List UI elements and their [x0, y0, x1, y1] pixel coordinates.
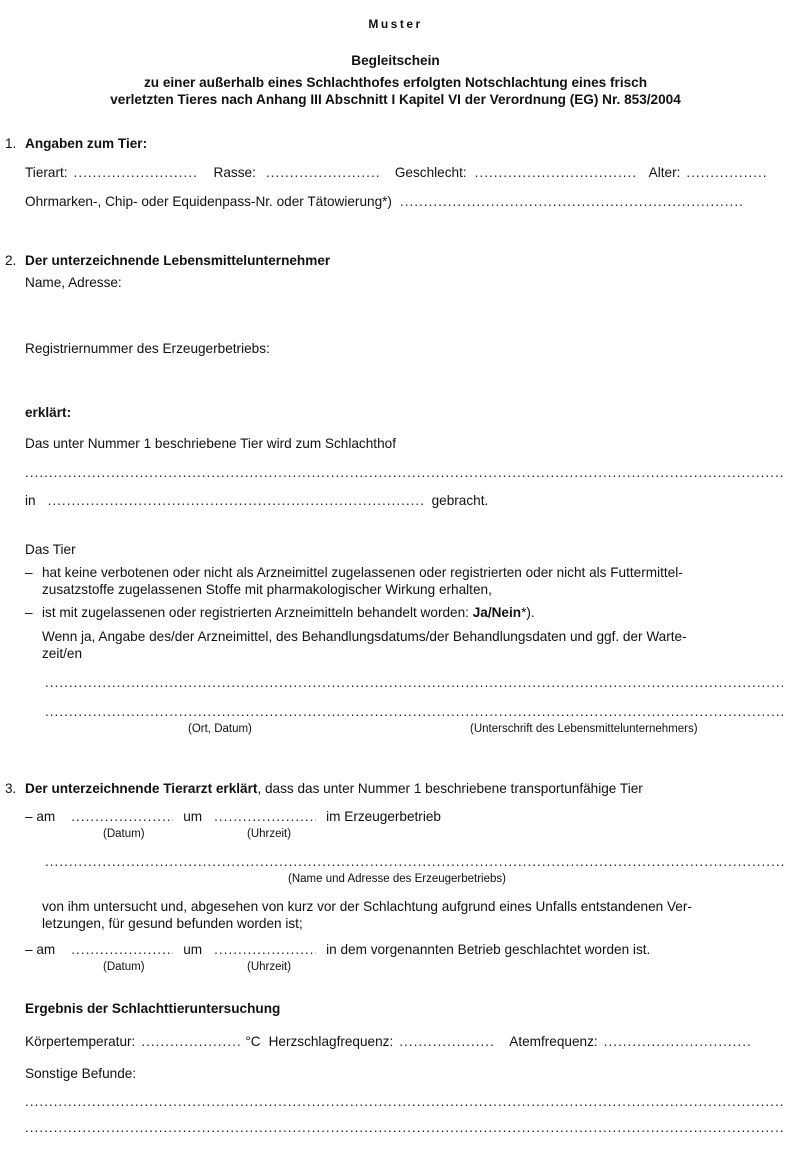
untersuchung-row — [25, 810, 441, 824]
animal-details-row — [25, 166, 767, 180]
koerpertemperatur-field[interactable] — [141, 1035, 243, 1049]
geschlecht-field[interactable] — [475, 166, 637, 180]
ohrmarken-row — [25, 195, 744, 209]
datum-caption-1: (Datum) — [103, 828, 145, 840]
uhrzeit-caption-1: (Uhrzeit) — [247, 828, 292, 840]
section-2-number: 2. — [5, 253, 17, 268]
sonstige-befunde-label: Sonstige Befunde: — [25, 1066, 137, 1081]
herzschlagfrequenz-label: Herzschlagfrequenz: — [268, 1034, 394, 1049]
document-subtitle-line-1: zu einer außerhalb eines Schlachthofes erfolgten Notschlachtung eines frisch — [143, 75, 648, 90]
koerpertemperatur-label: Körpertemperatur: — [25, 1034, 136, 1049]
tierart-label: Tierart: — [25, 165, 68, 180]
am-label: – am — [25, 809, 56, 824]
rasse-label: Rasse: — [213, 165, 256, 180]
untersucht-line-1: von ihm untersucht und, abgesehen von kurz vor der Schlachtung aufgrund eines Unfalls entstandenen Ver- — [42, 899, 692, 914]
section-3-heading-rest: , dass das unter Nummer 1 beschriebene transportunfähige Tier — [257, 781, 643, 796]
bullet-1-dash: – — [25, 565, 33, 580]
schlachtung-datum-field[interactable] — [71, 943, 173, 957]
um-label: um — [183, 809, 203, 824]
uhrzeit-caption-2: (Uhrzeit) — [247, 961, 292, 973]
unterschrift-caption: (Unterschrift des Lebensmittelunternehmers) — [470, 723, 698, 735]
erzeugerbetrieb-caption: (Name und Adresse des Erzeugerbetriebs) — [288, 873, 506, 885]
erzeugerbetrieb-line — [45, 855, 785, 869]
befunde-line-2 — [25, 1121, 783, 1135]
untersuchung-datum-field[interactable] — [71, 810, 173, 824]
ort-datum-unterschrift-field[interactable] — [45, 705, 783, 719]
arzneimittel-line — [45, 676, 783, 690]
datum-caption-2: (Datum) — [103, 961, 145, 973]
das-tier-label: Das Tier — [25, 542, 76, 557]
geschlachtet-label: in dem vorgenannten Betrieb geschlachtet worden ist. — [326, 942, 651, 957]
section-3-heading-bold: Der unterzeichnende Tierarzt erklärt — [25, 781, 258, 796]
atemfrequenz-label: Atemfrequenz: — [509, 1034, 598, 1049]
section-2-heading: Der unterzeichnende Lebensmittelunternehmer — [25, 253, 331, 268]
signature-line — [45, 705, 783, 719]
bullet-2-post: *). — [521, 605, 535, 620]
document-title: Begleitschein — [351, 53, 440, 68]
section-3-number: 3. — [5, 781, 17, 796]
section-3-heading — [25, 782, 643, 796]
ort-datum-caption: (Ort, Datum) — [188, 723, 252, 735]
schlachthof-line — [25, 466, 783, 480]
in-label: in — [25, 493, 36, 508]
form-label-muster: Muster — [368, 17, 423, 31]
befunde-field-2[interactable] — [25, 1121, 783, 1135]
gebracht-label: gebracht. — [431, 493, 489, 508]
tierart-field[interactable] — [74, 166, 198, 180]
im-erzeugerbetrieb-label: im Erzeugerbetrieb — [326, 809, 441, 824]
celsius-unit: °C — [245, 1034, 261, 1049]
alter-label: Alter: — [648, 165, 681, 180]
wenn-ja-line-1: Wenn ja, Angabe des/der Arzneimittel, des Behandlungsdatums/der Behandlungsdaten und ggf. der Warte- — [42, 629, 687, 644]
section-1-number: 1. — [5, 136, 17, 151]
in-location-field[interactable] — [48, 494, 424, 508]
befunde-line-1 — [25, 1095, 783, 1109]
vitals-row — [25, 1035, 752, 1049]
schlachtung-row — [25, 943, 650, 957]
ergebnis-heading: Ergebnis der Schlachttieruntersuchung — [25, 1001, 281, 1016]
ohrmarken-field[interactable] — [400, 195, 744, 209]
wenn-ja-line-2: zeit/en — [42, 646, 83, 661]
schlachthof-statement: Das unter Nummer 1 beschriebene Tier wird zum Schlachthof — [25, 436, 396, 451]
arzneimittel-field[interactable] — [45, 676, 783, 690]
bullet-2-text — [42, 606, 535, 620]
bullet-1-line-1: hat keine verbotenen oder nicht als Arzneimittel zugelassenen oder registrierten oder nicht als Futtermittel- — [42, 565, 683, 580]
registriernummer-label: Registriernummer des Erzeugerbetriebs: — [25, 341, 270, 356]
in-gebracht-row — [25, 494, 488, 508]
erklaert-label: erklärt: — [25, 405, 72, 420]
ohrmarken-label: Ohrmarken-, Chip- oder Equidenpass-Nr. oder Tätowierung*) — [25, 194, 392, 209]
bullet-1-line-2: zusatzstoffe zugelassenen Stoffe mit pharmakologischer Wirkung erhalten, — [42, 582, 492, 597]
untersucht-line-2: letzungen, für gesund befunden worden ist; — [42, 916, 303, 931]
bullet-2-pre: ist mit zugelassenen oder registrierten Arzneimitteln behandelt worden: — [42, 605, 473, 620]
schlachthof-field[interactable] — [25, 466, 783, 480]
alter-field[interactable] — [686, 166, 767, 180]
rasse-field[interactable] — [266, 166, 381, 180]
bullet-2-dash: – — [25, 605, 33, 620]
herzschlagfrequenz-field[interactable] — [399, 1035, 495, 1049]
ja-nein-option: Ja/Nein — [472, 605, 522, 620]
geschlecht-label: Geschlecht: — [394, 165, 467, 180]
section-1-heading: Angaben zum Tier: — [25, 136, 148, 151]
atemfrequenz-field[interactable] — [604, 1035, 752, 1049]
untersuchung-uhrzeit-field[interactable] — [214, 810, 316, 824]
document-subtitle-line-2: verletzten Tieres nach Anhang III Abschnitt I Kapitel VI der Verordnung (EG) Nr. 853/2004 — [110, 92, 681, 107]
name-adresse-label: Name, Adresse: — [25, 275, 122, 290]
am-label-2: – am — [25, 942, 56, 957]
erzeugerbetrieb-field[interactable] — [45, 855, 785, 869]
befunde-field-1[interactable] — [25, 1095, 783, 1109]
um-label-2: um — [183, 942, 203, 957]
schlachtung-uhrzeit-field[interactable] — [214, 943, 316, 957]
